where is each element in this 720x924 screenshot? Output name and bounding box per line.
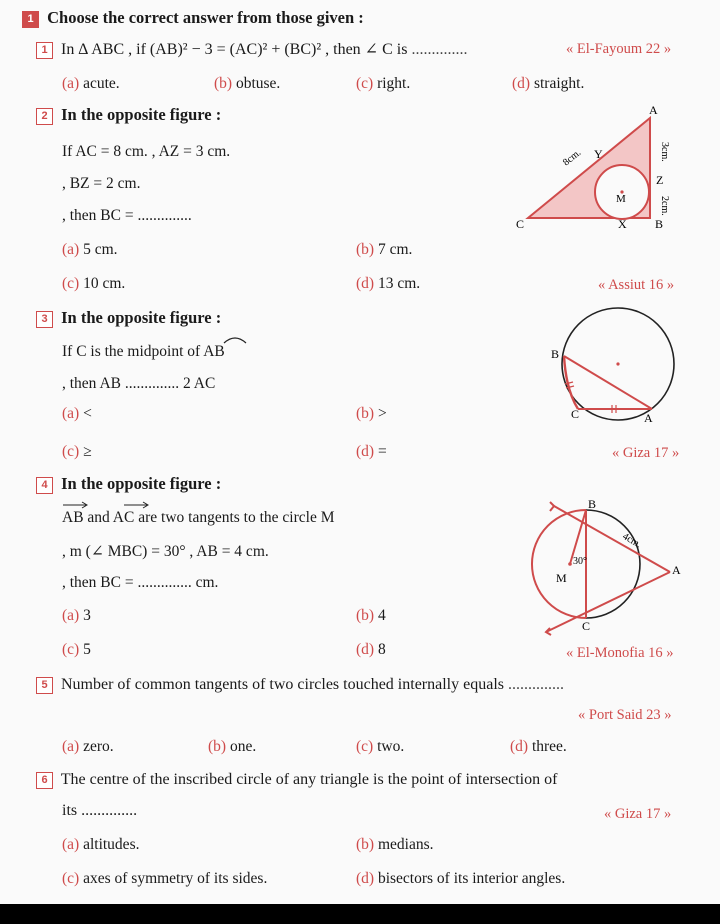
option-d[interactable] (512, 75, 584, 93)
option-key: (c) (62, 870, 80, 887)
option-key: (a) (62, 836, 80, 853)
question-4-line-3: , then BC = .............. cm. (62, 574, 219, 591)
option-b[interactable] (214, 75, 280, 93)
option-text: ≥ (83, 443, 92, 460)
option-text: 4 (377, 607, 386, 624)
option-key: (b) (356, 607, 375, 624)
option-key: (a) (62, 607, 80, 624)
question-heading: In the opposite figure : (61, 308, 222, 327)
label-c: C (582, 619, 591, 633)
option-d[interactable] (356, 641, 386, 659)
question-1-stem (36, 39, 467, 59)
option-key: (d) (356, 443, 375, 460)
question-text: The centre of the inscribed circle of any triangle is the point of intersection of (60, 771, 558, 788)
section-number: 1 (22, 11, 39, 28)
option-b[interactable] (356, 607, 386, 625)
option-text: two. (377, 738, 405, 755)
option-text: 10 cm. (83, 275, 126, 292)
option-key: (c) (356, 738, 374, 755)
circle-arc-right (586, 510, 640, 618)
label-c: C (571, 407, 580, 421)
option-key: (c) (62, 641, 80, 658)
option-a[interactable] (62, 738, 114, 756)
option-text: 7 cm. (377, 241, 413, 258)
option-key: (a) (62, 738, 80, 755)
option-a[interactable] (62, 241, 118, 259)
figure-circle-arc (536, 300, 706, 436)
option-key: (b) (208, 738, 227, 755)
option-key: (d) (356, 641, 375, 658)
question-number: 2 (36, 108, 53, 125)
option-text: > (377, 405, 387, 422)
bottom-bar (0, 904, 720, 924)
question-2-line-2: , BZ = 2 cm. (62, 175, 141, 192)
vector-arrows (62, 500, 182, 509)
option-b[interactable] (356, 241, 412, 259)
question-2-line-3: , then BC = .............. (62, 207, 192, 224)
question-6-source: « Giza 17 » (604, 806, 672, 822)
label-y: Y (594, 147, 603, 161)
option-b[interactable] (208, 738, 256, 756)
option-key: (b) (214, 75, 233, 92)
option-text: medians. (377, 836, 434, 853)
question-number: 3 (36, 311, 53, 328)
option-a[interactable] (62, 836, 139, 854)
option-d[interactable] (510, 738, 567, 756)
option-key: (b) (356, 241, 375, 258)
option-a[interactable] (62, 75, 120, 93)
question-5-stem (36, 676, 564, 694)
option-key: (c) (356, 75, 374, 92)
option-a[interactable] (62, 607, 91, 625)
question-3-heading (36, 308, 221, 328)
option-text: 5 cm. (83, 241, 118, 258)
label-3cm: 3cm. (659, 142, 670, 162)
question-2-source: « Assiut 16 » (598, 277, 675, 293)
option-d[interactable] (356, 275, 420, 293)
option-text: acute. (83, 75, 120, 92)
option-b[interactable] (356, 836, 433, 854)
label-a: A (644, 411, 653, 425)
option-text: obtuse. (235, 75, 281, 92)
question-6-stem (36, 771, 557, 789)
option-key: (c) (62, 443, 80, 460)
question-4-line-1: AB and AC are two tangents to the circle M (62, 509, 335, 526)
option-key: (a) (62, 75, 80, 92)
question-4-heading (36, 474, 221, 494)
option-key: (d) (510, 738, 529, 755)
question-1-source: « El-Fayoum 22 » (566, 41, 672, 57)
option-key: (a) (62, 405, 80, 422)
option-b[interactable] (356, 405, 387, 423)
option-a[interactable] (62, 405, 92, 423)
option-text: straight. (533, 75, 585, 92)
label-m: M (616, 193, 626, 205)
question-number: 5 (36, 677, 53, 694)
question-3-source: « Giza 17 » (612, 445, 680, 461)
question-2-line-1: If AC = 8 cm. , AZ = 3 cm. (62, 143, 231, 160)
label-a: A (649, 104, 658, 117)
option-text: bisectors of its interior angles. (377, 870, 566, 887)
label-z: Z (656, 173, 664, 187)
center-dot (616, 362, 619, 365)
page-title: Choose the correct answer from those given : (47, 8, 364, 27)
question-4-line-2: , m (∠ MBC) = 30° , AB = 4 cm. (62, 543, 269, 560)
question-3-line-1 (62, 343, 225, 361)
label-angle: 30° (573, 556, 587, 567)
option-text: zero. (83, 738, 114, 755)
option-text: 13 cm. (377, 275, 421, 292)
question-number: 6 (36, 772, 53, 789)
option-key: (d) (356, 275, 375, 292)
answer-blank: .............. (411, 41, 468, 58)
option-c[interactable] (62, 870, 267, 888)
label-2cm: 2cm. (659, 196, 670, 216)
option-text: axes of symmetry of its sides. (83, 870, 268, 887)
option-text: right. (377, 75, 411, 92)
question-heading: In the opposite figure : (61, 474, 222, 493)
option-c[interactable] (62, 275, 125, 293)
label-a: A (672, 563, 681, 577)
option-c[interactable] (356, 75, 410, 93)
option-text: 3 (83, 607, 91, 624)
answer-blank: .............. (507, 676, 564, 693)
option-d[interactable] (356, 443, 387, 461)
label-b: B (655, 217, 664, 231)
question-number: 1 (36, 42, 53, 59)
question-3-line-2: , then AB .............. 2 AC (62, 375, 216, 392)
option-text: = (377, 443, 387, 460)
option-c[interactable] (62, 443, 92, 461)
question-2-heading (36, 105, 221, 125)
option-c[interactable] (62, 641, 91, 659)
option-key: (d) (512, 75, 531, 92)
option-text: three. (531, 738, 567, 755)
label-c: C (516, 217, 525, 231)
section-header (22, 8, 364, 28)
label-b: B (551, 347, 560, 361)
label-m: M (556, 571, 567, 585)
option-text: one. (229, 738, 257, 755)
arc-symbol (222, 334, 248, 344)
option-key: (b) (356, 405, 375, 422)
question-heading: In the opposite figure : (61, 105, 222, 124)
figure-triangle-incircle (510, 104, 688, 244)
figure-tangents (500, 492, 690, 642)
label-8cm: 8cm. (560, 147, 584, 169)
chord-ab (564, 356, 652, 409)
question-number: 4 (36, 477, 53, 494)
label-x: X (618, 217, 627, 231)
option-text: < (83, 405, 92, 422)
option-text: 8 (377, 641, 386, 658)
option-text: 5 (83, 641, 91, 658)
question-5-source: « Port Said 23 » (578, 707, 672, 723)
question-text: In ∆ ABC , if (AB)² − 3 = (AC)² + (BC)² , then ∠ C is (61, 41, 408, 58)
option-key: (b) (356, 836, 375, 853)
option-key: (a) (62, 241, 80, 258)
option-d[interactable] (356, 870, 565, 888)
option-key: (d) (356, 870, 375, 887)
question-4-source: « El-Monofia 16 » (566, 645, 674, 661)
question-line-text: If C is the midpoint of AB (62, 343, 225, 360)
option-c[interactable] (356, 738, 404, 756)
label-b: B (588, 497, 597, 511)
center-dot (568, 562, 572, 566)
question-text: Number of common tangents of two circles touched internally equals (61, 676, 504, 693)
option-key: (c) (62, 275, 80, 292)
question-6-stem-2: its .............. (62, 802, 138, 819)
label-length: 4cm. (620, 531, 644, 551)
option-text: altitudes. (83, 836, 140, 853)
